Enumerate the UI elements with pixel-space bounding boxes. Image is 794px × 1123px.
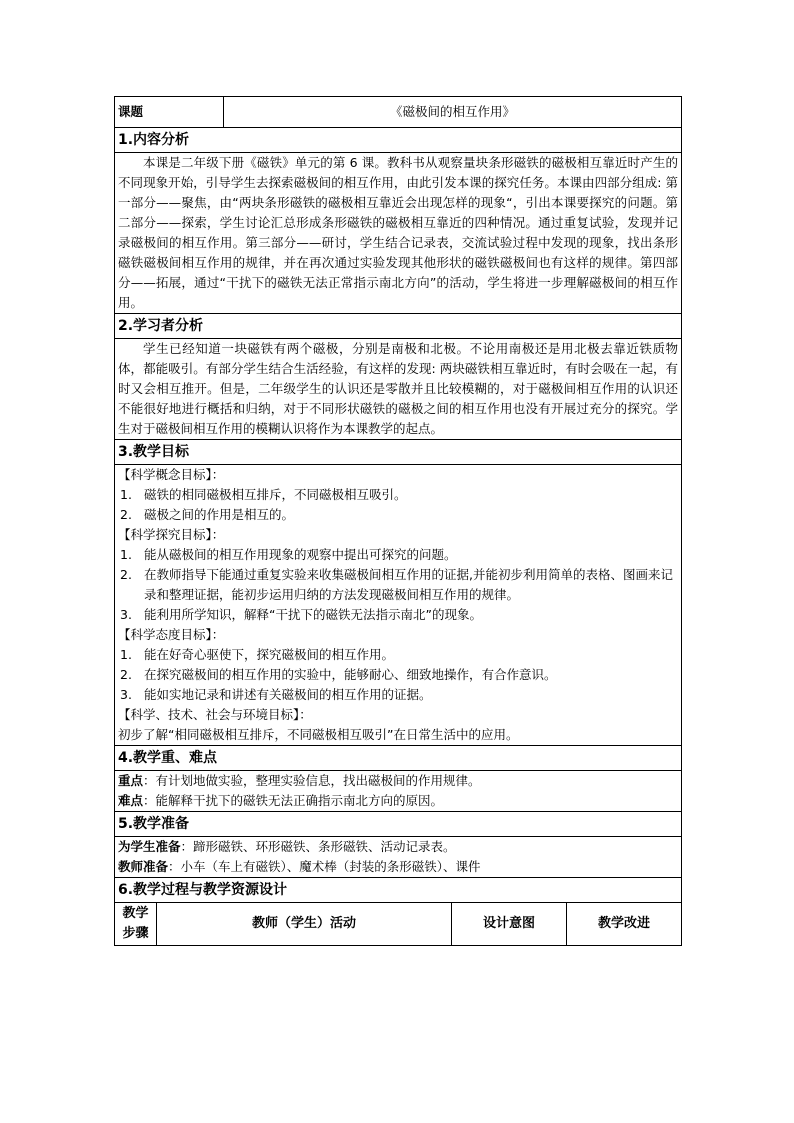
section-body-row	[115, 339, 682, 440]
section-heading-row	[115, 314, 682, 339]
section-heading-row	[115, 128, 682, 153]
preparation-body	[115, 837, 682, 878]
list-item: 1. 能从磁极间的相互作用现象的观察中提出可探究的问题。	[120, 547, 457, 562]
title-label: 课题	[115, 97, 224, 128]
lesson-plan-table	[114, 96, 682, 946]
learner-analysis-text: 学生已经知道一块磁铁有两个磁极，分别是南极和北极。不论用南极还是用北极去靠近铁质物体，都能吸引。有部分学生结合生活经验，有这样的发现: 两块磁铁相互靠近时，有时会吸在一起，有时又会相互推开。但是，二年级学生的认识还是零散并且比较模糊的，对于磁极间相互作用的认识还不能很好地进行概括和归纳，对于不同形状磁铁的磁极之间的相互作用也没有开展过充分的探究。学生对于磁极间相互作用的模糊认识将作为本课教学的起点。	[118, 341, 679, 436]
section-body-row	[115, 465, 682, 746]
list-item: 1. 磁铁的相同磁极相互排斥，不同磁极相互吸引。	[120, 487, 407, 502]
section-heading-key-points: 4.教学重、难点	[115, 746, 682, 771]
list-item: 2. 在探究磁极间的相互作用的实验中，能够耐心、细致地操作，有合作意识。	[120, 667, 557, 682]
objective-group-title: 【科学态度目标】：	[118, 627, 225, 642]
column-header-step: 教学 步骤	[115, 903, 157, 946]
content-analysis-text: 本课是二年级下册《磁铁》单元的第 6 课。教科书从观察量块条形磁铁的磁极相互靠近时产生的不同现象开始，引导学生去探索磁极间的相互作用，由此引发本课的探究任务。本课由四部分组成: 第一部分——聚焦，由“两块条形磁铁的磁极相互靠近会出现怎样的现象“，引出本课要探究的问题。第二部分——探索，学生讨论汇总形成条形磁铁的磁极相互靠近的四种情况。通过重复试验，发现并记录磁极间的相互作用。第三部分——研讨，学生结合记录表，交流试验过程中发现的现象，找出条形磁铁磁极间相互作用的规律，并在再次通过实验发现其他形状的磁铁磁极间也有这样的规律。第四部分——拓展，通过“干扰下的磁铁无法正常指示南北方向”的活动，学生将进一步理解磁极间的相互作用。	[118, 155, 679, 310]
section-heading-objectives: 3.教学目标	[115, 440, 682, 465]
process-column-header-row	[115, 903, 682, 946]
objective-group-title: 【科学探究目标】：	[118, 527, 225, 542]
column-header-improvement: 教学改进	[567, 903, 682, 946]
key-points-body	[115, 771, 682, 812]
lesson-title: 《磁极间的相互作用》	[224, 97, 682, 128]
section-heading-row	[115, 440, 682, 465]
list-item: 3. 能利用所学知识，解释“干扰下的磁铁无法指示南北”的现象。	[120, 607, 482, 622]
content-analysis-body	[115, 153, 682, 314]
list-item: 2. 磁极之间的作用是相互的。	[120, 507, 295, 522]
difficulty-line: 难点：能解释干扰下的磁铁无法正确指示南北方向的原因。	[118, 793, 444, 808]
teacher-prep-line: 教师准备：小车（车上有磁铁）、魔术棒（封装的条形磁铁）、课件	[118, 859, 481, 874]
lesson-plan-sheet	[114, 96, 681, 946]
section-body-row	[115, 837, 682, 878]
objectives-body	[115, 465, 682, 746]
column-header-intent: 设计意图	[452, 903, 567, 946]
objective-group-title: 【科学、技术、社会与环境目标】：	[118, 707, 312, 722]
student-prep-line: 为学生准备：蹄形磁铁、环形磁铁、条形磁铁、活动记录表。	[118, 839, 456, 854]
list-item: 3. 能如实地记录和讲述有关磁极间的相互作用的证据。	[120, 687, 432, 702]
objective-group-title: 【科学概念目标】：	[118, 467, 225, 482]
section-body-row	[115, 153, 682, 314]
section-body-row	[115, 771, 682, 812]
title-row	[115, 97, 682, 128]
section-heading-content-analysis: 1.内容分析	[115, 128, 682, 153]
column-header-activity: 教师（学生）活动	[157, 903, 452, 946]
learner-analysis-body	[115, 339, 682, 440]
key-point-line: 重点：有计划地做实验，整理实验信息，找出磁极间的作用规律。	[118, 773, 481, 788]
list-item: 1. 能在好奇心驱使下，探究磁极间的相互作用。	[120, 647, 395, 662]
sts-objective-text: 初步了解“相同磁极相互排斥，不同磁极相互吸引”在日常生活中的应用。	[118, 727, 519, 742]
section-heading-row	[115, 746, 682, 771]
section-heading-preparation: 5.教学准备	[115, 812, 682, 837]
list-item: 2. 在教师指导下能通过重复实验来收集磁极间相互作用的证据,并能初步利用简单的表格、图画来记录和整理证据，能初步运用归纳的方法发现磁极间相互作用的规律。	[120, 567, 673, 602]
section-heading-process: 6.教学过程与教学资源设计	[115, 878, 682, 903]
section-heading-learner-analysis: 2.学习者分析	[115, 314, 682, 339]
section-heading-row	[115, 878, 682, 903]
section-heading-row	[115, 812, 682, 837]
